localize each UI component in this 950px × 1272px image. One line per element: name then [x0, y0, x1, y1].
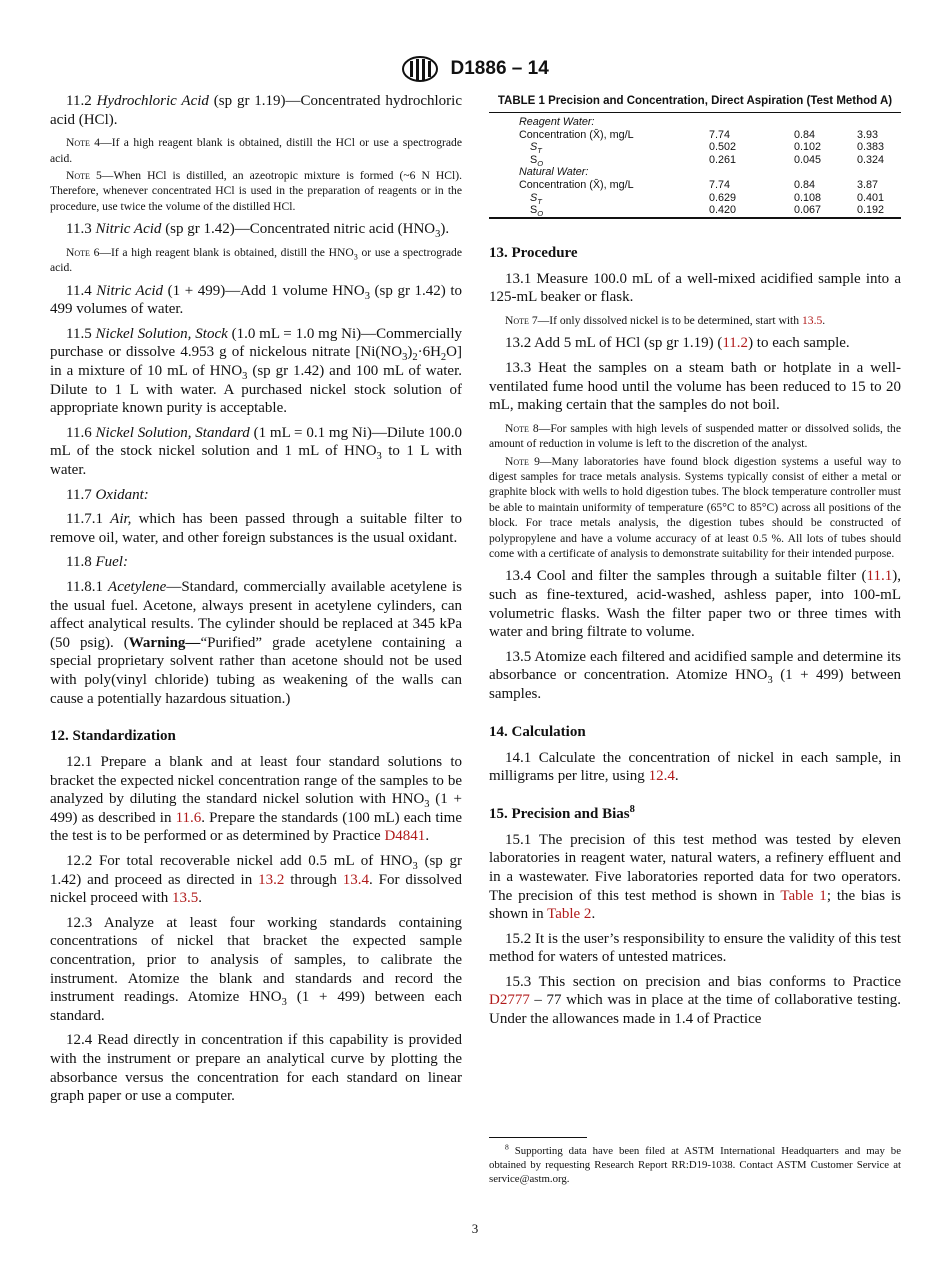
left-column — [50, 92, 462, 1112]
cross-reference-link[interactable]: 13.4 — [342, 871, 369, 888]
note-label: Note 5 — [66, 169, 102, 182]
table-cell: 0.401 — [857, 191, 885, 204]
superscript: 8 — [629, 803, 635, 815]
paragraph — [50, 753, 462, 846]
text: ). — [440, 221, 450, 238]
paragraph — [489, 973, 901, 1029]
cross-reference-link[interactable]: 11.1 — [866, 568, 893, 585]
text: (sp gr 1.42)—Concentrated nitric acid (HNO — [161, 221, 436, 238]
text: ) to each sample. — [748, 335, 850, 352]
bold-text: Warning— — [128, 634, 201, 651]
text: (1 + 499)—Add 1 volume HNO — [163, 282, 365, 299]
table-row — [489, 192, 901, 205]
page-number: 3 — [471, 1221, 479, 1236]
text: 15.3 This section on precision and bias conforms to Practice — [505, 973, 901, 990]
table-row — [489, 179, 901, 192]
section-heading — [50, 728, 462, 745]
table-cell: 3.93 — [857, 128, 879, 141]
text: 13. Procedure — [489, 244, 578, 261]
text: (sp gr 1.19)—Concentrated hydrochloric acid (HCl). — [50, 93, 463, 128]
note-label: Note 9 — [505, 454, 540, 468]
text: —If a high reagent blank is obtained, distill the HNO — [99, 245, 354, 259]
text: 14. Calculation — [489, 723, 586, 740]
row-label-subscript: O — [537, 158, 544, 168]
paragraph — [50, 424, 462, 480]
subscript: 3 — [242, 371, 248, 382]
row-label-subscript: T — [537, 146, 542, 156]
group-label: Natural Water: — [519, 166, 589, 179]
italic-text: Acetylene — [108, 578, 167, 595]
row-label-text: S — [530, 153, 538, 166]
cross-reference-link[interactable]: 11.6 — [175, 809, 202, 826]
note — [489, 421, 901, 452]
paragraph — [50, 486, 462, 505]
row-label — [489, 192, 709, 205]
table-row — [489, 154, 901, 167]
astm-logo-icon — [401, 56, 439, 82]
text: ) — [407, 344, 413, 361]
paragraph — [50, 325, 462, 418]
paragraph — [489, 831, 901, 924]
right-column — [489, 92, 901, 1035]
paragraph — [50, 578, 462, 708]
paragraph — [50, 914, 462, 1026]
precision-table — [489, 112, 901, 219]
row-label — [489, 141, 709, 154]
table-cell: 0.045 — [794, 153, 822, 166]
paragraph — [50, 1031, 462, 1105]
cross-reference-link[interactable]: 13.2 — [258, 871, 285, 888]
italic-text: Fuel: — [95, 554, 128, 571]
text: through — [284, 871, 343, 888]
table-cell: 7.74 — [709, 128, 731, 141]
table-cell: 3.87 — [857, 178, 879, 191]
text: (1 + 499) between samples. — [489, 667, 901, 702]
text: —If a high reagent blank is obtained, distill the HCl or use a spectrograde acid. — [50, 136, 462, 165]
subscript: 2 — [412, 352, 418, 364]
cross-reference-link[interactable]: D4841 — [384, 828, 426, 845]
text: 12.2 For total recoverable nickel add 0.5 mL of HNO — [66, 853, 413, 870]
text: . — [822, 313, 826, 327]
text: – 77 which was in place at the time of collaborative testing. Under the allowances made in 1.4 of Practice — [489, 992, 901, 1028]
text: 13.1 Measure 100.0 mL of a well-mixed acidified sample into a 125-mL beaker or flask. — [489, 270, 901, 306]
text: 11.3 — [66, 221, 96, 238]
subscript: 3 — [364, 290, 370, 302]
note-label: Note 4 — [66, 136, 101, 150]
subscript: 2 — [440, 352, 447, 364]
table-cell: 0.420 — [709, 204, 737, 217]
text: 11.7 — [66, 486, 96, 503]
subscript: 3 — [353, 252, 358, 262]
cross-reference-link[interactable]: 12.4 — [648, 768, 675, 785]
text: 15.1 The precision of this test method was tested by eleven laboratories in reagent water, natural waters, a refinery effluent and in a wastewater. Five laboratories reported data for two operators. The precision of this test method is shown in — [489, 831, 901, 904]
paragraph — [50, 510, 462, 547]
text: (1.0 mL = 1.0 mg Ni)—Commercially purchase or dissolve 4.953 g of nickelous nitrate [Ni(NO — [50, 325, 462, 361]
text: —For samples with high levels of suspended matter or dissolved solids, the amount of reduction in volume is left to the discretion of the analyst. — [489, 421, 901, 451]
italic-text: Hydrochloric Acid — [96, 93, 209, 109]
section-heading — [489, 724, 901, 741]
text: . — [198, 890, 203, 907]
table-cell: 0.383 — [857, 141, 885, 154]
text: 13.3 Heat the samples on a steam bath or hotplate in a well-ventilated fume hood until the volume has been reduced to 15 to 20 mL, making certain that the samples do not boil. — [489, 359, 901, 414]
italic-text: Air, — [110, 511, 132, 528]
text: 11.4 — [66, 282, 97, 299]
text: 11.5 — [66, 325, 96, 342]
table-row — [489, 141, 901, 154]
text: 15. Precision and Bias — [489, 805, 630, 822]
text: 15.2 It is the user’s responsibility to ensure the validity of this test method for waters of untested matrices. — [489, 930, 901, 966]
subscript: 3 — [412, 861, 418, 873]
note — [50, 245, 462, 276]
text: . Prepare the standards (100 mL) each time the test is to be performed or as determined by Practice — [50, 809, 462, 845]
cross-reference-link[interactable]: Table 2 — [547, 906, 592, 923]
table-cell: 0.84 — [794, 178, 816, 191]
text: 11.8 — [66, 554, 96, 571]
text: ), such as fine-textured, acid-washed, ashless paper, into 100-mL volumetric flasks. Wash the filter paper two or three times with water and bring filtrate to volume. — [489, 568, 901, 641]
cross-reference-link[interactable]: Table 1 — [780, 887, 827, 904]
text: 13.2 Add 5 mL of HCl (sp gr 1.19) ( — [505, 335, 723, 352]
italic-text: Nickel Solution, Standard — [95, 424, 250, 441]
paragraph — [489, 270, 901, 307]
note — [489, 454, 901, 562]
row-label: Concentration (X̄), mg/L — [519, 178, 634, 191]
table-cell: 0.102 — [794, 141, 822, 154]
text: 12.4 Read directly in concentration if this capability is provided with the instrument or prepare an analytical curve by plotting the absorbance versus the concentration for each standard on linear graph paper or use a computer. — [50, 1032, 462, 1105]
paragraph — [489, 648, 901, 704]
text: (sp gr 1.42) and 100 mL of water. Dilute to 1 L with water. A purchased nickel stock solution of appropriate known purity is acceptable. — [50, 363, 462, 417]
text: 12.3 Analyze at least four working standards containing concentrations of nickel that bracket the expected sample concentration, prior to analysis of samples, to calibrate the instrument. Atomize the blank and standards and record the instrument readings. Atomize HNO — [50, 914, 462, 1006]
row-label-text: S — [530, 191, 538, 204]
table-cell: 0.067 — [794, 204, 822, 217]
subscript: 3 — [281, 997, 287, 1009]
text: 13.5 Atomize each filtered and acidified sample and determine its absorbance or concentration. Atomize HNO — [489, 648, 901, 684]
table-cell: 0.629 — [709, 191, 737, 204]
cross-reference-link[interactable]: D2777 — [489, 992, 530, 1009]
subscript: 3 — [435, 229, 441, 241]
paragraph — [489, 359, 901, 415]
table-group-row — [489, 113, 901, 129]
text: ·6H — [417, 344, 441, 361]
text: —Many laboratories have found block digestion systems a useful way to digest samples for trace metals analysis. Systems typically consist of either a metal or graphite block with wells to hold digestion tubes. The block temperature controller must be able to maintain uniformity of temperature (65°C to 85°C) across all positions of the block. For trace metals analysis, the digestion tubes should be constructed of polypropylene and have a volume accuracy of at least 0.5 %. All lots of tubes should come with a certificate of analysis to demonstrate suitability for their intended purpose. — [489, 454, 901, 560]
paragraph — [489, 749, 901, 786]
cross-reference-link[interactable]: 11.2 — [722, 335, 749, 352]
italic-text: Nitric Acid — [96, 282, 164, 299]
text: (1 + 499) as described in — [50, 791, 462, 826]
text: . — [674, 768, 679, 785]
text: 12.1 Prepare a blank and at least four standard solutions to bracket the expected nickel concentration range of the samples to be analyzed by diluting the standard nickel solution with HNO — [50, 754, 462, 808]
text: —When HCl is distilled, an azeotropic mixture is formed (~6 N HCl). Therefore, whenever concentrated HCl is used in the preparation of reagents or in the procedure, use twice the volume of the distilled HCl. — [50, 169, 462, 213]
text: 11.8.1 — [66, 578, 109, 595]
table-cell: 0.84 — [794, 128, 816, 141]
text: —Standard, commercially available acetylene is the usual fuel. Acetone, always present in acetylene cylinders, can affect analytical results. The cylinder should be replaced at 345 kPa (50 psig). ( — [50, 578, 463, 651]
paragraph — [50, 553, 462, 572]
note-label: Note 7 — [505, 313, 538, 327]
paragraph — [50, 92, 462, 129]
text: 11.6 — [66, 424, 96, 441]
note-label: Note 8 — [505, 421, 539, 435]
table-group-row — [489, 166, 901, 179]
paragraph — [489, 334, 901, 353]
designation: D1886 – 14 — [450, 58, 549, 80]
row-label — [489, 204, 709, 218]
note — [489, 313, 901, 328]
italic-text: Oxidant: — [95, 486, 149, 503]
text: (1 mL = 0.1 mg Ni)—Dilute 100.0 mL of the stock nickel solution and 1 mL of HNO — [50, 424, 463, 460]
table-cell: 0.108 — [794, 191, 822, 204]
table-row — [489, 204, 901, 218]
page-header — [0, 56, 950, 82]
text: or use a spectrograde acid. — [50, 245, 463, 275]
text: —If only dissolved nickel is to be determined, start with — [537, 313, 802, 327]
group-label: Reagent Water: — [519, 116, 595, 128]
text: O] in a mixture of 10 mL of HNO — [50, 344, 462, 379]
row-label-text: S — [530, 141, 538, 154]
text: “Purified” grade acetylene containing a special proprietary solvent rather than acetone should not be used with poly(vinyl chloride) tubing as weakening of the walls can cause a potentially hazardous situation.) — [50, 634, 462, 707]
text: (sp gr 1.42) and proceed as directed in — [50, 853, 462, 888]
paragraph — [489, 930, 901, 967]
subscript: 3 — [402, 352, 408, 364]
row-label-subscript: T — [537, 196, 542, 206]
footnote — [489, 1137, 901, 1186]
text: (1 + 499) between each standard. — [50, 989, 463, 1024]
footnote-mark: 8 — [505, 1142, 509, 1152]
text: (sp gr 1.42) to 499 volumes of water. — [50, 282, 462, 318]
row-label-subscript: O — [537, 209, 544, 219]
table-cell: 7.74 — [709, 178, 731, 191]
text: 14.1 Calculate the concentration of nickel in each sample, in milligrams per litre, using — [489, 749, 901, 785]
footnote-rule — [489, 1137, 587, 1138]
text: ; the bias is shown in — [489, 887, 901, 923]
note — [50, 168, 462, 214]
text: 11.7.1 — [66, 511, 111, 528]
italic-text: Nitric Acid — [95, 221, 162, 238]
paragraph — [50, 852, 462, 908]
text: 13.4 Cool and filter the samples through a suitable filter ( — [505, 568, 867, 585]
text: . — [425, 828, 430, 845]
text: . For dissolved nickel proceed with — [50, 871, 462, 907]
row-label: Concentration (X̄), mg/L — [519, 128, 634, 141]
table-cell: 0.192 — [857, 204, 885, 217]
italic-text: Nickel Solution, Stock — [95, 325, 228, 342]
subscript: 3 — [424, 799, 430, 811]
paragraph — [489, 567, 901, 641]
row-label — [489, 154, 709, 167]
table-cell: 0.324 — [857, 153, 885, 166]
section-heading — [489, 245, 901, 262]
note-label: Note 6 — [66, 245, 100, 259]
text: 12. Standardization — [50, 728, 176, 745]
table-caption: TABLE 1 Precision and Concentration, Direct Aspiration (Test Method A) — [497, 95, 893, 107]
table-cell: 0.261 — [709, 153, 737, 166]
row-label-text: S — [530, 204, 538, 217]
subscript: 3 — [767, 675, 773, 687]
section-heading — [489, 803, 901, 823]
cross-reference-link[interactable]: 13.5 — [801, 313, 823, 327]
text: 11.2 — [66, 93, 97, 109]
table-cell: 0.502 — [709, 141, 737, 154]
note — [50, 135, 462, 166]
paragraph — [50, 282, 462, 319]
paragraph — [50, 220, 462, 239]
subscript: 3 — [376, 451, 382, 463]
text: which has been passed through a suitable filter to remove oil, water, and other foreign substances is the usual oxidant. — [50, 511, 462, 546]
footnote-text: Supporting data have been filed at ASTM International Headquarters and may be obtained by requesting Research Report RR:D19-1038. Contact ASTM Customer Service at service@astm.org. — [489, 1145, 901, 1185]
table-row — [489, 129, 901, 142]
cross-reference-link[interactable]: 13.5 — [172, 890, 199, 907]
text: . — [591, 906, 596, 923]
text: to 1 L with water. — [50, 443, 462, 478]
